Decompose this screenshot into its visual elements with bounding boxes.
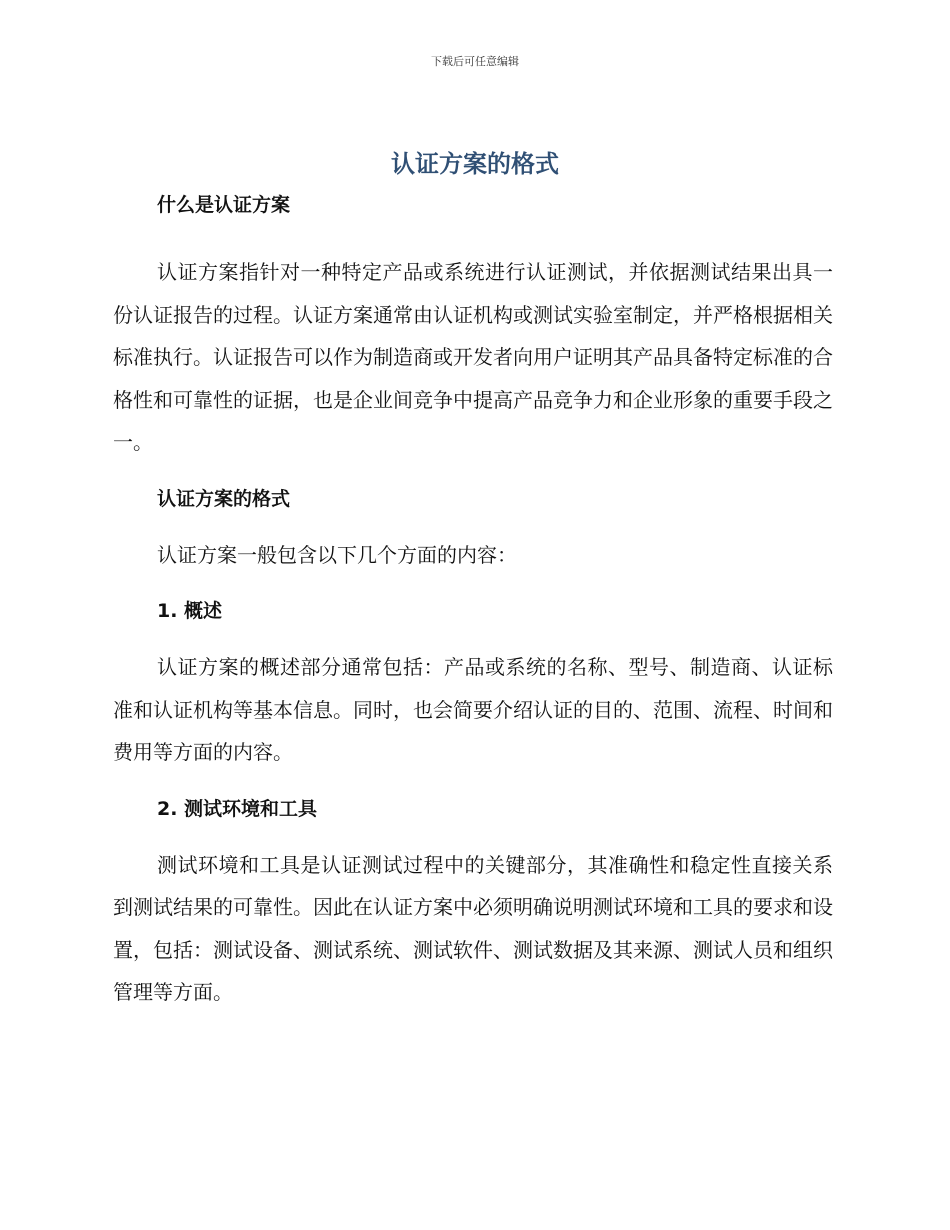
section-paragraph-test-environment: 测试环境和工具是认证测试过程中的关键部分，其准确性和稳定性直接关系到测试结果的可靠性。因此在认证方案中必须明确说明测试环境和工具的要求和设置，包括：测试设备、测试系统、测试软件、测试数据及其来源、测试人员和组织管理等方面。 xyxy=(113,852,833,1004)
document-body xyxy=(113,190,833,1014)
section-heading-format: 认证方案的格式 xyxy=(157,487,291,510)
section-heading-what-is: 什么是认证方案 xyxy=(157,194,291,216)
section-paragraph-format: 认证方案一般包含以下几个方面的内容： xyxy=(157,542,517,567)
section-heading-test-environment: 2. 测试环境和工具 xyxy=(157,797,318,820)
section-paragraph-overview: 认证方案的概述部分通常包括：产品或系统的名称、型号、制造商、认证标准和认证机构等基本信息。同时，也会简要介绍认证的目的、范围、流程、时间和费用等方面的内容。 xyxy=(113,655,833,764)
document-title: 认证方案的格式 xyxy=(391,150,559,178)
page-header-note: 下载后可任意编辑 xyxy=(431,55,519,68)
section-heading-overview: 1. 概述 xyxy=(157,600,223,622)
section-paragraph-what-is: 认证方案指针对一种特定产品或系统进行认证测试，并依据测试结果出具一份认证报告的过程。认证方案通常由认证机构或测试实验室制定，并严格根据相关标准执行。认证报告可以作为制造商或开发者向用户证明其产品具备特定标准的合格性和可靠性的证据，也是企业间竞争中提高产品竞争力和企业形象的重要手段之一。 xyxy=(113,260,833,454)
